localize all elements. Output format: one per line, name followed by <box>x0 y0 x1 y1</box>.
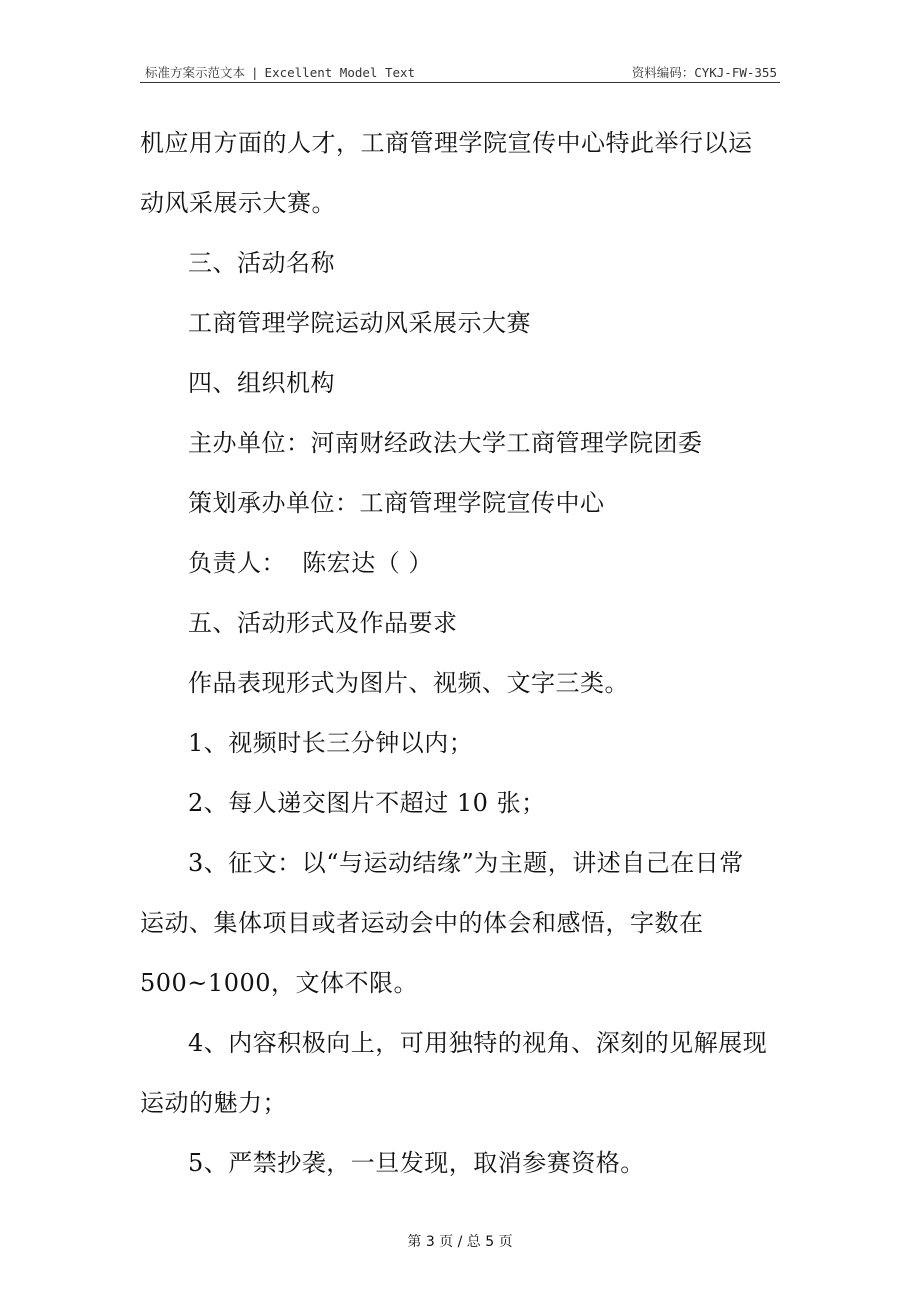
list-item: 4、内容积极向上，可用独特的视角、深刻的见解展现 <box>188 1029 768 1057</box>
body-line: 机应用方面的人才，工商管理学院宣传中心特此举行以运 <box>140 129 753 157</box>
page-number: 第 3 页 / 总 5 页 <box>407 1234 513 1250</box>
list-item: 2、每人递交图片不超过 10 张； <box>188 789 546 817</box>
header-title-cn: 标准方案示范文本 <box>145 65 246 80</box>
body-line: 主办单位：河南财经政法大学工商管理学院团委 <box>188 429 703 457</box>
list-item: 1、视频时长三分钟以内； <box>188 729 474 757</box>
list-item-continuation: 运动、集体项目或者运动会中的体会和感悟，字数在 <box>140 909 704 937</box>
list-item-continuation: 运动的魅力； <box>140 1089 287 1117</box>
list-item: 3、征文：以“与运动结缘”为主题，讲述自己在日常 <box>188 849 744 877</box>
list-item-continuation: 500~1000，文体不限。 <box>140 969 418 997</box>
list-item: 5、严禁抄袭，一旦发现，取消参赛资格。 <box>188 1149 645 1177</box>
body-line: 作品表现形式为图片、视频、文字三类。 <box>188 669 629 697</box>
section-heading: 四、组织机构 <box>188 369 335 397</box>
section-heading: 三、活动名称 <box>188 249 335 277</box>
page-header <box>140 58 780 83</box>
section-heading: 五、活动形式及作品要求 <box>188 609 458 637</box>
body-line: 策划承办单位：工商管理学院宣传中心 <box>188 489 605 517</box>
header-separator: | <box>251 65 259 80</box>
body-line: 工商管理学院运动风采展示大赛 <box>188 309 531 337</box>
header-title-en: Excellent Model Text <box>264 65 416 80</box>
body-line: 动风采展示大赛。 <box>140 189 336 217</box>
header-left <box>145 63 415 81</box>
body-line: 负责人： 陈宏达（ ） <box>188 549 433 577</box>
document-code: 资料编码：CYKJ-FW-355 <box>631 65 777 80</box>
